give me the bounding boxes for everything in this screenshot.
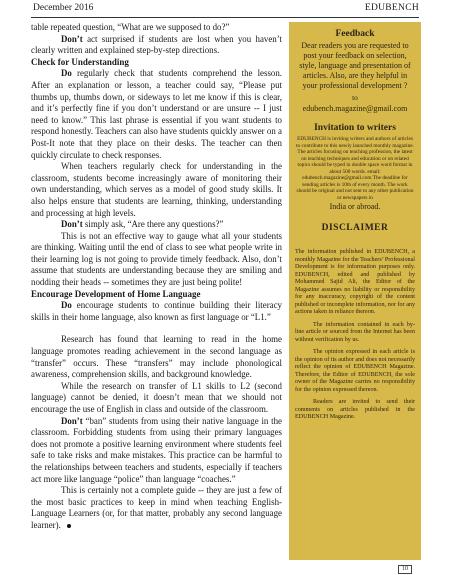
disclaimer-paragraph: The information published in EDUBENCH, a monthly Magazine for the Teachers’ Professional Development is for information purposes only. EDUBENCH, edited and published by Mohammed Sajid Ali, the Editor of the Magazine assumes no liability or responsibility for any inaccuracy, copyright of the content published or incomplete information, nor for any actions taken in reliance thereon. [295, 249, 415, 315]
feedback-email: edubench.magazine@gmail.com [302, 104, 408, 113]
article-paragraph: table repeated question, “What are we supposed to do?” [31, 22, 230, 32]
paragraph-gap [31, 323, 282, 334]
issue-date: December 2016 [33, 3, 94, 13]
paragraph-text: “ban” students from using their native language in the classroom. Forbidding students from using their primary languages does not promote a positive learning environment where students feel safe to take risks and make mistakes. This practice can be harmful to the relationships between teachers and students, especially if teachers act more like language “police” than language “coaches.” [31, 415, 282, 484]
feedback-box [289, 22, 421, 237]
article-paragraph [31, 34, 282, 57]
page-number: 10 [398, 565, 412, 574]
feedback-title: Feedback [335, 29, 375, 39]
disclaimer-body [289, 245, 421, 431]
invitation-text: EDUBENCH is inviting writers and authors of articles to contribute to this newly launched monthly magazine. The articles focusing on teaching profession, the latest on teaching techniques and education or on related topics should be typed in double space word format in about 500 words. email: edubench.magazine@gmail.com The deadline for sending articles is 10th of every month. The work should be original and not sent to any other publication or newspapers in [296, 136, 414, 201]
paragraph-text: This is certainly not a complete guide -- they are just a few of the most basic practices to keep in mind when teaching English-Language Learners (or, for that matter, probably any second language learner). [31, 485, 282, 530]
dont-label: Don’t [61, 415, 83, 426]
disclaimer-title: DISCLAIMER [321, 223, 389, 233]
dont-label: Don’t [61, 33, 83, 44]
invitation-tail: India or abroad. [329, 202, 381, 211]
disclaimer-paragraph: Readers are invited to send their comments on articles published in the EDUBENCH Magazine. [295, 399, 415, 420]
invitation-title: Invitation to writers [314, 123, 396, 133]
page-header [31, 3, 419, 17]
end-bullet-icon [67, 524, 71, 528]
article-paragraph: Research has found that learning to read in the home language promotes reading achievement in the second language as “transfer” occurs. These “transfers” may include phonological awareness, comprehension skills, and background knowledge. [31, 334, 282, 380]
magazine-name: EDUBENCH [364, 3, 419, 13]
section-heading: Check for Understanding [31, 56, 129, 67]
section-heading: Encourage Development of Home Language [31, 288, 201, 299]
article-paragraph: While the research on transfer of L1 skills to L2 (second language) cannot be denied, it doesn’t mean that we should not encourage the use of English in class and outside of the classroom. [31, 380, 282, 414]
paragraph-text: simply ask, “Are there any questions?” [82, 219, 224, 230]
paragraph-text: regularly check that students comprehend the lesson. After an explanation or lesson, a teacher could say, “Please put thumbs up, thumbs down, or sideways to let me know if this is clear, and it’s perfectly fine if you don’t understand or are unsure -- I just need to know.” This last phrase is essential if you want students to respond honestly. Teachers can also have students quickly answer on a Post-It note that they place on their desks. The teacher can then quickly circulate to check responses. [31, 68, 282, 160]
article-column [31, 22, 282, 532]
dont-label: Don’t [61, 219, 83, 230]
article-paragraph [31, 300, 282, 323]
article-paragraph: This is not an effective way to gauge what all your students are thinking. Waiting until the end of class to see what people write in their learning log is not going to provide timely feedback. Also, don’t assume that students are understanding because they are smiling and nodding their heads -- sometimes they are just being polite! [31, 230, 282, 288]
do-label: Do [61, 300, 72, 311]
header-rule [31, 17, 419, 18]
feedback-text: Dear readers you are requested to post your feedback on selection, style, language and presentation of articles. Also, are they helpful in your professional development ? [299, 41, 411, 90]
paragraph-text: act surprised if students are lost when you haven’t clearly written and explained step-by-step directions. [31, 33, 282, 56]
article-paragraph [31, 485, 282, 531]
disclaimer-paragraph: The opinion expressed in each article is the opinion of its author and does not necessarily reflect the opinion of EDUBENCH Magazine. Therefore, the Editor of EDUBENCH, the sole owner of the Magazine carries no responsibility for the opinion expressed thereon. [295, 349, 415, 393]
article-paragraph [31, 68, 282, 161]
do-label: Do [61, 68, 72, 79]
paragraph-text: encourage students to continue building their literacy skills in their home language, also known as first language or “L1.” [31, 300, 282, 322]
sidebar-panel [289, 22, 421, 560]
article-paragraph [31, 219, 282, 231]
article-paragraph [31, 416, 282, 486]
feedback-to: to [352, 93, 358, 102]
disclaimer-paragraph: The information contained in each by-line article or sourced from the Internet has been without verification by us. [295, 321, 415, 343]
article-paragraph: When teachers regularly check for understanding in the classroom, students become increasingly aware of monitoring their own understanding, which serves as a model of good study skills. It also helps ensure that students are learning, thinking, understanding and processing at high levels. [31, 161, 282, 218]
